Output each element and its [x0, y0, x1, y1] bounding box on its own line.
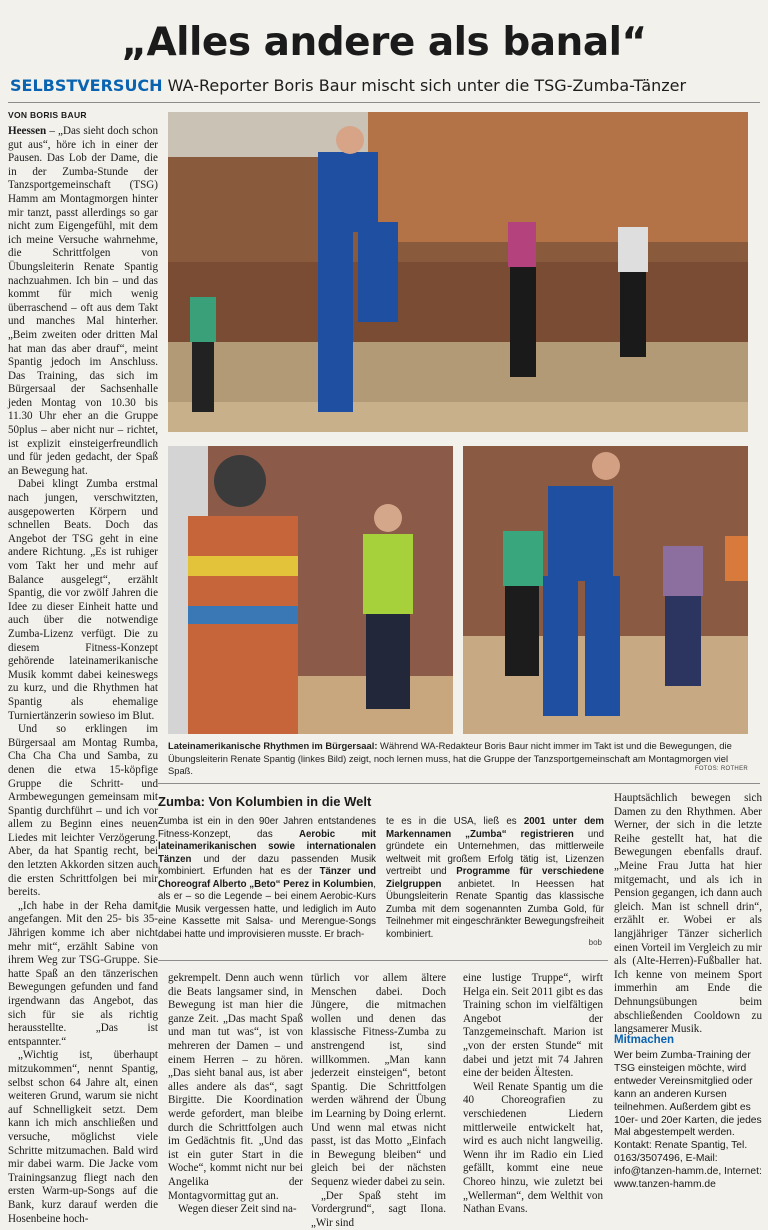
bold-text: 2001 unter dem Markennamen „Zumba“ registrieren [386, 816, 604, 840]
paragraph: Weil Renate Spantig um die 40 Choreografien zu verschiedenen Liedern mittlerweile entwickelt hat, wird es auch nicht langweilig. Wenn ihr im Radio ein Lied gefällt, kommt eine neue Choreo hinzu, wie zuletzt bei „Wellerman“, dem Welthit von Nathan Evans. [463, 1081, 603, 1217]
box-bottom-rule [158, 960, 608, 961]
caption-rule [158, 783, 760, 784]
bold-text: Tänzer und Choreograf Alberto „Beto“ Perez in Kolumbien [158, 866, 376, 890]
paragraph: Dabei klingt Zumba erstmal nach jungen, verschwitzten, ausgepowerten Körpern und schnellen Beats. Doch das Angebot der TSG geht in eine andere Richtung. „Es ist ruhiger vom Takt her und mehr auf Balance ausgelegt“, erzählt Spantig, die vor zwölf Jahren die Idee zu dieser Einheit hatte und auch über die notwendige Zumba-Lizenz verfügt. Die zu diesem Fitness-Konzept gehörende lateinamerikanische Musik kommt dabei keineswegs zu kurz, und die Rhythmen hat Spantig als ehemalige Turniertänzerin sowieso im Blut. [8, 478, 158, 723]
text: te es in die USA, ließ es [386, 816, 524, 827]
info-box-column-2 [386, 816, 604, 941]
article-column-5 [614, 792, 762, 1028]
paragraph: Hauptsächlich bewegen sich Damen zu den Rhythmen. Aber Werner, der sich in die letzte Reihe gestellt hat, hat die Bewegungen ebenfalls drauf. „Meine Frau Jutta hat hier mitgemacht, und als ich in Pension gegangen, ich dann auch gleich. Man ist schnell drin“, erzählt er. Wobei er als langjähriger Tänzer sicherlich einen Vorteil im Vergleich zu mir als (Alte-Herren)-Fußballer hat. Ich kenne von meinem Sport immerhin am Ende die Dehnungsübungen beim abschließenden Cooldown zu langsamerer Musik. [614, 792, 762, 1037]
paragraph: Wegen dieser Zeit sind na- [168, 1203, 303, 1217]
info-box-title: Zumba: Von Kolumbien in die Welt [158, 794, 371, 809]
paragraph: „Ich habe in der Reha damit angefangen. Mit den 25- bis 35-Jährigen komme ich aber nicht mehr mit“, erzählt Sabine von ihrem Weg zur TSG-Gruppe. Sie hatte Spaß an den tänzerischen Bewegungen gefunden und fand irgendwann das Angebot, das sich für sie als richtig herausstellte. „Das ist entspannter.“ [8, 900, 158, 1050]
top-rule [8, 102, 760, 103]
kicker: SELBSTVERSUCH [10, 76, 163, 95]
text: und der dazu passenden Musik kombiniert. Erfunden hat es der [158, 854, 376, 878]
paragraph: – „Das sieht doch schon gut aus“, höre ich in einer der Pausen. Das Lob der Dame, die in der Zumba-Stunde der Tanzsportgemeinschaft (TSG) Hamm am Montagmorgen hinter mir tanzt, passt allerdings so gar nicht zum Eigengefühl, mit dem ich meine Versuche wahrnehme, die Schrittfolgen von Übungsleiterin Renate Spantig nachzuahmen. Ich bin – und das kommt für mich wenig überraschend – oft aus dem Takt und manches Mal hinterher. „Beim zweiten oder dritten Mal hat man das aber drauf“, meint Spantig jedoch im Anschluss. Das Training, das sich im Bürgersaal der Sachsenhalle jeden Montag von 10.30 bis 11.30 Uhr eher an die Gruppe 50plus – aber nicht nur – richtet, ist explizit einsteigerfreundlich und für jeden gedacht, der Spaß an Bewegung hat. [8, 125, 158, 477]
photo-instructor [168, 446, 453, 734]
text: und gründete ein Unternehmen, das mittlerweile weltweit mit großem Erfolg tätig ist, Lizenzen vertreibt und [386, 829, 604, 878]
bold-text: Programme für verschiedene Zielgruppen [386, 866, 604, 890]
mitmachen-title: Mitmachen [614, 1034, 674, 1046]
article-column-1 [8, 125, 158, 1207]
article-column-3 [311, 972, 446, 1208]
photo-group-dance-image [168, 112, 748, 432]
info-box-zumba [158, 790, 608, 956]
dateline: Heessen [8, 125, 46, 137]
subheadline [10, 76, 762, 95]
photo-instructor-image [168, 446, 453, 734]
paragraph: eine lustige Truppe“, wirft Helga ein. Seit 2011 gibt es das Training schon im vielfältigen Angebot der Tanzgemeinschaft. Marion ist „von der ersten Stunde“ mit dabei und jetzt mit 74 Jahren eine der beiden Ältesten. [463, 972, 603, 1081]
headline: „Alles andere als banal“ [0, 20, 768, 65]
paragraph: türlich vor allem ältere Menschen dabei. Doch Jüngere, die mitmachen wollen und denen das klassische Fitness-Zumba zu anstrengend ist, sind willkommen. „Man kann jederzeit einsteigen“, betont Spantig. Die Schrittfolgen werden während der Übung im Learning by Doing erlernt. Und wenn mal etwas nicht passt, ist das Motto „Einfach in Bewegung bleiben“ und gleich bei der nächsten Sequenz wieder dabei zu sein. [311, 972, 446, 1190]
text: , als er – so die Legende – bei einem Aerobic-Kurs die Musik vergessen hatte, und lediglich im Auto eine Kassette mit Salsa- und Merengue-Songs dabei hatte und improvisieren musste. Er brach- [158, 879, 376, 940]
text: Zumba ist ein in den 90er Jahren entstandenes Fitness-Konzept, das [158, 816, 376, 840]
paragraph: Und so erklingen im Bürgersaal am Montag Rumba, Cha Cha Cha und Samba, zu denen die etwa 15-köpfige Gruppe die Schritt- und Armbewegungen gemeinsam mit Spantig durchführt – und ich vor allem zu Beginn eines neuen Liedes mit leichter Verzögerung. Aber, da hat Spantig recht, bei den letzten Akkorden sitzen auch die ersten Schrittfolgen bei mir bereits. [8, 723, 158, 900]
bold-text: Aerobic mit lateinamerikanischen sowie internationalen Tänzen [158, 829, 376, 865]
paragraph: „Wichtig ist, überhaupt mitzukommen“, nennt Spantig, selbst schon 64 Jahre alt, einen weiteren Grund, warum sie nicht auf Schnelligkeit setzt. Dem kann ich mich anschließen und versuche, möglichst viele Schritte mitzumachen. Bald wird mir dabei warm. Die Jacke vom Trainingsanzug fliegt nach den ersten Warm-up-Songs auf die Bank, kurz darauf werden die Hosenbeine hoch- [8, 1049, 158, 1226]
paragraph: „Der Spaß steht im Vordergrund“, sagt Ilona. „Wir sind [311, 1190, 446, 1230]
article-column-2 [168, 972, 303, 1208]
article-column-4 [463, 972, 603, 1208]
photo-group-dance [168, 112, 748, 432]
photo-reporter-image [463, 446, 748, 734]
subheadline-text: WA-Reporter Boris Baur mischt sich unter die TSG-Zumba-Tänzer [163, 76, 687, 95]
paragraph: gekrempelt. Denn auch wenn die Beats langsamer sind, in Bewegung ist man hier die ganze Zeit. „Das macht Spaß und man tut was“, ist von mehreren der Damen – und einem Herren – zu hören. „Das sieht banal aus, ist aber alles andere als das“, sagt Birgitte. Die Koordination werde gefordert, man bleibe durch die Schrittfolgen auch im Gedächtnis fit. „Und das ist ein guter Start in die Woche“, kommt nicht nur bei Angelika der Montagvormittag gut an. [168, 972, 303, 1203]
photo-credit: FOTOS: ROTHER [695, 766, 748, 772]
info-box-signature: bob [589, 938, 602, 947]
mitmachen-text: Wer beim Zumba-Training der TSG einsteigen möchte, wird entweder Vereinsmitglied oder kann an anderen Kursen teilnehmen. Außerdem gibt es 10er- und 20er Karten, die jedes Mal abgestempelt werden. Kontakt: Renate Spantig, Tel. 0163/3507496, E-Mail: info@tanzen-hamm.de, Internet: www.tanzen-hamm.de [614, 1050, 762, 1192]
caption-lead: Lateinamerikanische Rhythmen im Bürgersaal: [168, 740, 377, 751]
byline: VON BORIS BAUR [8, 110, 87, 120]
caption-text: Während WA-Redakteur Boris Baur nicht immer im Takt ist und die Bewegungen, die Übungsleiterin Renate Spantig (linkes Bild) zeigt, noch lernen muss, hat die Gruppe der Tanzsportgemeinschaft am Montagmorgen viel Spaß. [168, 740, 732, 776]
photo-caption [168, 740, 750, 778]
text: anbietet. In Heessen hat Übungsleiterin Renate Spantig das klassische Zumba mit dem sogenannten Zumba Gold, für Teilnehmer mit eingeschränkter Bewegungsfreiheit kombiniert. [386, 879, 604, 940]
info-box-column-1 [158, 816, 376, 941]
photo-reporter [463, 446, 748, 734]
